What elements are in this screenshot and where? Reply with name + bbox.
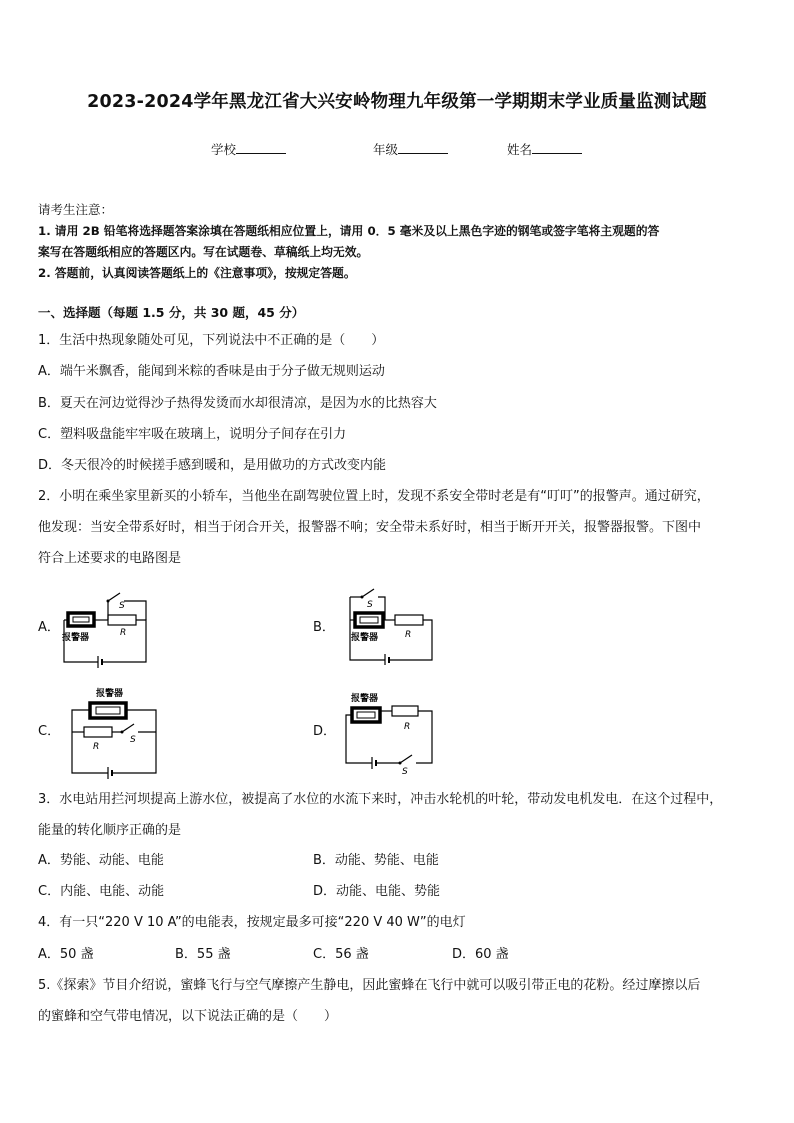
q3-option-d: D．动能、电能、势能 — [313, 884, 441, 899]
notice-item1-line1: 1. 请用 2B 铅笔将选择题答案涂填在答题纸相应位置上，请用 0．5 毫米及以上黑色字迹的钢笔或签字笔将主观题的答 — [38, 224, 660, 238]
q1-option-a: A．端午米飘香，能闻到米粽的香味是由于分子做无规则运动 — [38, 364, 385, 379]
q5-line1: 5.《探索》节目介绍说，蜜蜂飞行与空气摩擦产生静电，因此蜜蜂在飞行中就可以吸引带正电的花粉。经过摩擦以后 — [38, 978, 701, 993]
q2-option-b-label: B． — [313, 620, 335, 635]
circuit-a-alarm-label: 报警器 — [62, 633, 90, 643]
q3-option-a: A．势能、动能、电能 — [38, 853, 164, 868]
q3-option-b: B．动能、势能、电能 — [313, 853, 439, 868]
q4-option-a: A．50 盏 — [38, 947, 94, 962]
q1-stem: 1．生活中热现象随处可见，下列说法中不正确的是（ ） — [38, 333, 385, 348]
q2-option-c-label: C． — [38, 724, 61, 739]
notice-heading: 请考生注意： — [38, 202, 114, 217]
name-blank — [532, 141, 582, 154]
q2-option-a-label: A． — [38, 620, 60, 635]
notice-item2: 2. 答题前，认真阅读答题纸上的《注意事项》，按规定答题。 — [38, 266, 356, 280]
circuit-b-resistor-label: R — [405, 630, 412, 640]
grade-blank — [398, 141, 448, 154]
q3-option-c: C．内能、电能、动能 — [38, 884, 165, 899]
notice-item1-line2: 案写在答题纸相应的答题区内。写在试题卷、草稿纸上均无效。 — [38, 245, 369, 259]
q1-option-b: B．夏天在河边觉得沙子热得发烫而水却很清凉，是因为水的比热容大 — [38, 396, 437, 411]
q3-line1: 3．水电站用拦河坝提高上游水位，被提高了水位的水流下来时，冲击水轮机的叶轮，带动发电机发电．在这个过程中， — [38, 792, 723, 807]
circuit-a-resistor-label: R — [120, 628, 127, 638]
circuit-c-resistor-label: R — [93, 742, 100, 752]
q4-option-c: C．56 盏 — [313, 947, 369, 962]
q2-line1: 2．小明在乘坐家里新买的小轿车，当他坐在副驾驶位置上时，发现不系安全带时老是有“叮叮”的报警声。通过研究， — [38, 489, 710, 504]
q1-option-d: D．冬天很冷的时候搓手感到暖和，是用做功的方式改变内能 — [38, 458, 387, 473]
circuit-b-alarm-label: 报警器 — [351, 633, 379, 643]
q5-line2: 的蜜蜂和空气带电情况，以下说法正确的是（ ） — [38, 1009, 338, 1024]
name-label: 姓名 — [507, 142, 533, 157]
q4-option-d: D．60 盏 — [452, 947, 509, 962]
q4-option-b: B．55 盏 — [175, 947, 231, 962]
school-label: 学校 — [211, 142, 237, 157]
q2-line3: 符合上述要求的电路图是 — [38, 551, 182, 566]
school-field — [211, 140, 286, 158]
q2-option-d-label: D． — [313, 724, 337, 739]
circuit-c-switch-label: S — [130, 735, 136, 745]
circuit-d-switch-label: S — [402, 767, 408, 777]
circuit-c-diagram — [64, 685, 164, 780]
circuit-d-alarm-label: 报警器 — [351, 694, 379, 704]
section-heading: 一、选择题（每题 1.5 分，共 30 题，45 分） — [38, 305, 305, 320]
circuit-b-diagram — [345, 585, 440, 665]
circuit-a-switch-label: S — [119, 601, 125, 611]
name-field — [507, 140, 582, 158]
q4-stem: 4．有一只“220 V 10 A”的电能表，按规定最多可接“220 V 40 W”的电灯 — [38, 915, 466, 930]
circuit-d-resistor-label: R — [404, 722, 411, 732]
grade-label: 年级 — [373, 142, 399, 157]
page-title: 2023-2024学年黑龙江省大兴安岭物理九年级第一学期期末学业质量监测试题 — [87, 92, 707, 112]
circuit-a-diagram — [58, 590, 153, 670]
grade-field — [373, 140, 448, 158]
circuit-d-diagram — [342, 688, 442, 778]
q2-line2: 他发现：当安全带系好时，相当于闭合开关，报警器不响；安全带未系好时，相当于断开开关，报警器报警。下图中 — [38, 520, 702, 535]
circuit-c-alarm-label: 报警器 — [96, 689, 124, 699]
q3-line2: 能量的转化顺序正确的是 — [38, 823, 182, 838]
school-blank — [236, 141, 286, 154]
q1-option-c: C．塑料吸盘能牢牢吸在玻璃上，说明分子间存在引力 — [38, 427, 347, 442]
circuit-b-switch-label: S — [367, 600, 373, 610]
